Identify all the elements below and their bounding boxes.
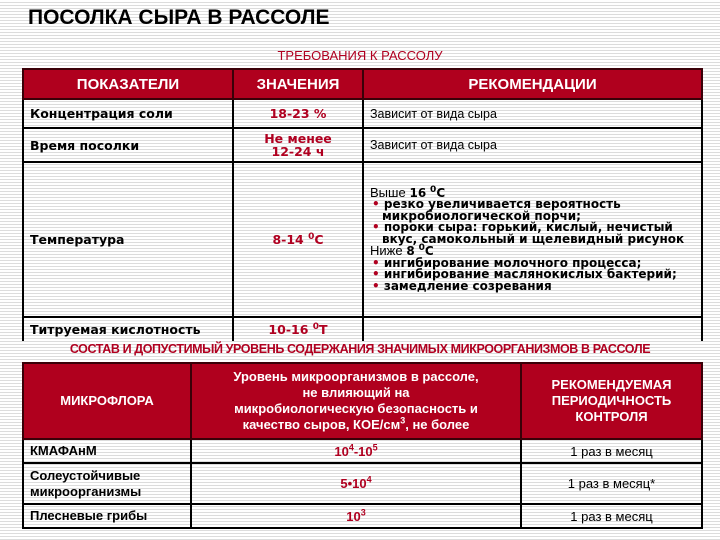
microflora-name: Плесневые грибы	[23, 504, 191, 528]
microflora-table	[22, 362, 703, 529]
bullet-icon: •	[372, 255, 384, 270]
control-periodicity: 1 раз в месяц	[521, 439, 702, 463]
table-row	[23, 128, 702, 162]
indicator-name: Концентрация соли	[23, 99, 233, 128]
indicator-value	[233, 128, 363, 162]
indicator-recommendation: Зависит от вида сыра	[363, 99, 702, 128]
list-item: • ингибирование молочного процесса;	[372, 255, 642, 270]
header-recommendations: РЕКОМЕНДАЦИИ	[363, 69, 702, 99]
below-threshold: Ниже 8 $^0$С	[370, 243, 434, 259]
value-line: 12-24 ч	[271, 144, 325, 159]
microflora-level: $10^4-10^5$	[191, 439, 521, 463]
header-periodicity: РЕКОМЕНДУЕМАЯ ПЕРИОДИЧНОСТЬ КОНТРОЛЯ	[521, 363, 702, 439]
page-title: ПОСОЛКА СЫРА В РАССОЛЕ	[28, 6, 330, 29]
table-row	[23, 99, 702, 128]
bullet-icon: •	[372, 220, 384, 235]
indicator-value: 18-23 %	[233, 99, 363, 128]
microflora-name: КМАФАнМ	[23, 439, 191, 463]
microflora-caption: СОСТАВ И ДОПУСТИМЫЙ УРОВЕНЬ СОДЕРЖАНИЯ ЗНАЧИМЫХ МИКРООРГАНИЗМОВ В РАССОЛЕ	[69, 342, 651, 356]
table-row	[23, 463, 702, 504]
header-values: ЗНАЧЕНИЯ	[233, 69, 363, 99]
brine-requirements-table	[22, 68, 703, 341]
microflora-name: Солеустойчивые микроорганизмы	[23, 463, 191, 504]
brine-requirements-caption: ТРЕБОВАНИЯ К РАССОЛУ	[277, 48, 443, 63]
bullet-icon: •	[372, 267, 384, 282]
table-row	[23, 162, 702, 317]
table-header-row	[23, 363, 702, 439]
microflora-level: $5•10^4$	[191, 463, 521, 504]
temperature-recommendation	[363, 162, 702, 317]
table-row	[23, 504, 702, 528]
header-indicators: ПОКАЗАТЕЛИ	[23, 69, 233, 99]
table-row	[23, 317, 702, 341]
list-item: • замедление созревания	[372, 278, 552, 293]
list-item: • ингибирование маслянокислых бактерий;	[372, 267, 677, 282]
header-level: Уровень микроорганизмов в рассоле, не влияющий на микробиологическую безопасность и качество сыров, КОЕ/$см^3$, не более	[191, 363, 521, 439]
microflora-level: $10^3$	[191, 504, 521, 528]
table-row	[23, 439, 702, 463]
list-item: • пороки сыра: горький, кислый, нечистый вкус, самокольный и щелевидный рисунок	[372, 220, 685, 246]
table-header-row	[23, 69, 702, 99]
indicator-value: 8-14 $^0$С	[233, 162, 363, 317]
indicator-name: Титруемая кислотность	[23, 317, 233, 341]
indicator-name: Температура	[23, 162, 233, 317]
header-microflora: МИКРОФЛОРА	[23, 363, 191, 439]
indicator-value: 10-16 $^0$Т	[233, 317, 363, 341]
control-periodicity: 1 раз в месяц	[521, 504, 702, 528]
indicator-name: Время посолки	[23, 128, 233, 162]
control-periodicity: 1 раз в месяц*	[521, 463, 702, 504]
indicator-recommendation: Зависит от вида сыра	[363, 128, 702, 162]
bullet-icon: •	[372, 197, 384, 212]
indicator-recommendation	[363, 317, 702, 341]
above-threshold: Выше 16 $^0$С	[370, 184, 446, 200]
bullet-icon: •	[372, 278, 384, 293]
list-item: • резко увеличивается вероятность микробиологической порчи;	[372, 197, 621, 223]
value-line: Не менее	[264, 131, 332, 146]
